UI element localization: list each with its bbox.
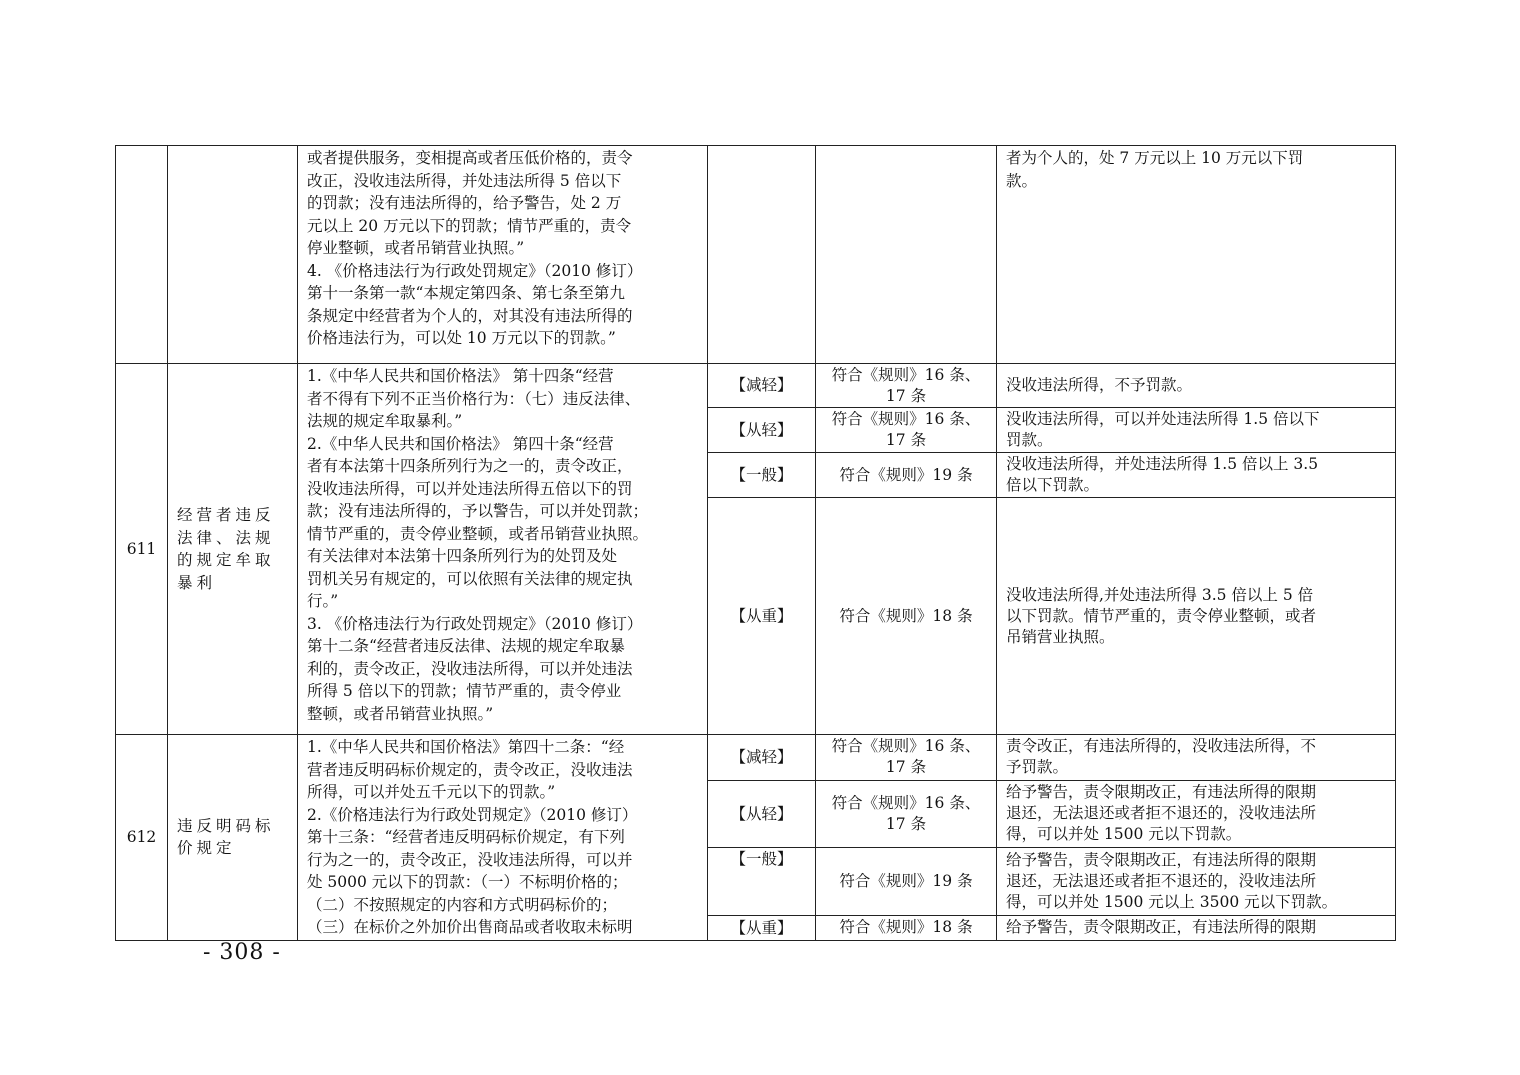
discretion-level: 【一般】 bbox=[708, 453, 816, 498]
penalty-result: 没收违法所得，可以并处违法所得 1.5 倍以下 罚款。 bbox=[997, 408, 1396, 453]
legal-basis-cell: 1.《中华人民共和国价格法》 第十四条“经营 者不得有下列不正当价格行为：（七）违反法律、 法规的规定牟取暴利。” 2.《中华人民共和国价格法》 第四十条“经营 者有本法第十四条所列行为之一的，责令改正， 没收违法所得，可以并处违法所得五倍以下的罚 款；没有违法所得的，予以警告，可以并处罚款； 情节严重的，责令停业整顿，或者吊销营业执照。 有关法律对本法第十四条所列行为的处罚及处 罚机关另有规定的，可以依照有关法律的规定执 行。” 3. 《价格违法行为行政处罚规定》（2010 修订） 第十二条“经营者违反法律、法规的规定牟取暴 利的，责令改正，没收违法所得，可以并处违法 所得 5 倍以下的罚款；情节严重的，责令停业 整顿，或者吊销营业执照。” bbox=[298, 364, 708, 735]
rule-cell-empty bbox=[816, 146, 997, 364]
applicable-rule: 符合《规则》16 条、 17 条 bbox=[816, 364, 997, 408]
applicable-rule: 符合《规则》16 条、 17 条 bbox=[816, 780, 997, 848]
penalty-result: 责令改正，有违法所得的，没收违法所得，不 予罚款。 bbox=[997, 735, 1396, 781]
penalty-result: 给予警告，责令限期改正，有违法所得的限期 bbox=[997, 916, 1396, 940]
violation-name: 违反明码标价规定 bbox=[168, 735, 298, 941]
level-cell-empty bbox=[708, 146, 816, 364]
violation-name: 经营者违反法律、法规的规定牟取暴利 bbox=[168, 364, 298, 735]
page-number: - 308 - bbox=[203, 940, 281, 965]
discretion-level: 【减轻】 bbox=[708, 364, 816, 408]
table-row bbox=[116, 364, 1396, 408]
legal-basis-cell: 或者提供服务，变相提高或者压低价格的，责令 改正，没收违法所得，并处违法所得 5 倍以下 的罚款；没有违法所得的，给予警告，处 2 万 元以上 20 万元以下的罚款；情节严重的，责令 停业整顿，或者吊销营业执照。” 4. 《价格违法行为行政处罚规定》（2010 修订） 第十一条第一款“本规定第四条、第七条至第九 条规定中经营者为个人的，对其没有违法所得的 价格违法行为，可以处 10 万元以下的罚款。” bbox=[298, 146, 708, 364]
discretion-level: 【从轻】 bbox=[708, 408, 816, 453]
applicable-rule: 符合《规则》19 条 bbox=[816, 848, 997, 916]
item-number: 611 bbox=[116, 364, 168, 735]
penalty-table bbox=[115, 145, 1396, 941]
legal-basis-cell: 1.《中华人民共和国价格法》第四十二条：“经 营者违反明码标价规定的，责令改正，没收违法 所得，可以并处五千元以下的罚款。” 2.《价格违法行为行政处罚规定》（2010 修订） 第十三条：“经营者违反明码标价规定，有下列 行为之一的，责令改正，没收违法所得，可以并 处 5000 元以下的罚款：（一）不标明价格的； （二）不按照规定的内容和方式明码标价的； （三）在标价之外加价出售商品或者收取未标明 bbox=[298, 735, 708, 941]
discretion-level: 【一般】 bbox=[708, 848, 816, 916]
penalty-result: 给予警告，责令限期改正，有违法所得的限期 退还，无法退还或者拒不退还的，没收违法所 得，可以并处 1500 元以下罚款。 bbox=[997, 780, 1396, 848]
cell-name-empty bbox=[168, 146, 298, 364]
discretion-level: 【从重】 bbox=[708, 498, 816, 735]
cell-no-empty bbox=[116, 146, 168, 364]
table-row bbox=[116, 735, 1396, 781]
penalty-result: 没收违法所得，不予罚款。 bbox=[997, 364, 1396, 408]
penalty-result-cell: 者为个人的，处 7 万元以上 10 万元以下罚 款。 bbox=[997, 146, 1396, 364]
penalty-result: 没收违法所得,并处违法所得 3.5 倍以上 5 倍 以下罚款。情节严重的，责令停业整顿，或者 吊销营业执照。 bbox=[997, 498, 1396, 735]
table-row-continued bbox=[116, 146, 1396, 364]
penalty-result: 给予警告，责令限期改正，有违法所得的限期 退还，无法退还或者拒不退还的，没收违法所 得，可以并处 1500 元以上 3500 元以下罚款。 bbox=[997, 848, 1396, 916]
discretion-level: 【从重】 bbox=[708, 916, 816, 940]
penalty-result: 没收违法所得，并处违法所得 1.5 倍以上 3.5 倍以下罚款。 bbox=[997, 453, 1396, 498]
discretion-level: 【从轻】 bbox=[708, 780, 816, 848]
item-number: 612 bbox=[116, 735, 168, 941]
discretion-level: 【减轻】 bbox=[708, 735, 816, 781]
applicable-rule: 符合《规则》16 条、 17 条 bbox=[816, 408, 997, 453]
applicable-rule: 符合《规则》18 条 bbox=[816, 498, 997, 735]
applicable-rule: 符合《规则》16 条、 17 条 bbox=[816, 735, 997, 781]
applicable-rule: 符合《规则》18 条 bbox=[816, 916, 997, 940]
applicable-rule: 符合《规则》19 条 bbox=[816, 453, 997, 498]
